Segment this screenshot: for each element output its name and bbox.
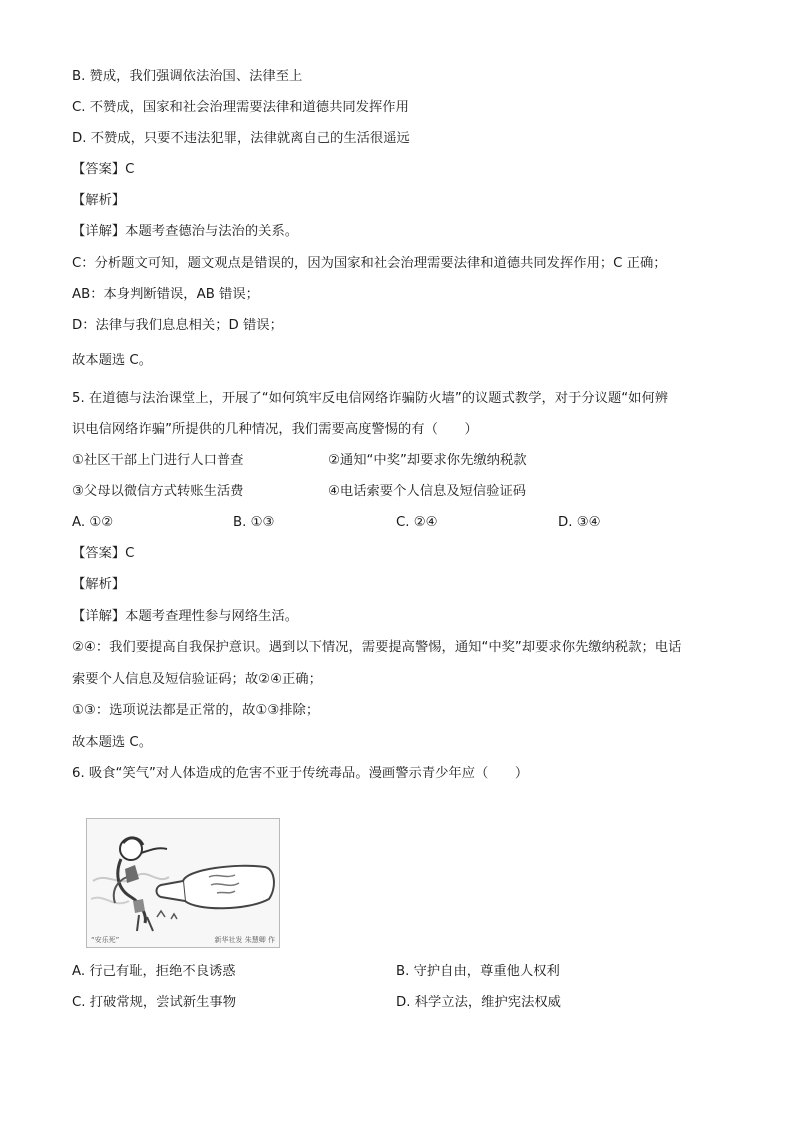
q5-option-c: C. ②④ — [396, 515, 438, 530]
q6-option-a: A. 行己有耻，拒绝不良诱惑 — [72, 964, 236, 979]
cartoon-caption-title: “安乐死” — [91, 936, 120, 944]
q5-detail: 【详解】本题考查理性参与网络生活。 — [72, 609, 299, 624]
q5-option-a: A. ①② — [72, 515, 114, 530]
q5-option-d: D. ③④ — [558, 515, 601, 530]
q5-item-1: ①社区干部上门进行人口普查 — [72, 453, 244, 468]
q4-conclusion: 故本题选 C。 — [72, 353, 152, 368]
q5-answer: 【答案】C — [72, 546, 135, 561]
q4-option-c: C. 不赞成，国家和社会治理需要法律和道德共同发挥作用 — [72, 100, 409, 115]
q5-explanation-line: ②④：我们要提高自我保护意识。遇到以下情况，需要提高警惕，通知“中奖”却要求你先缴纳税款；电话 — [72, 640, 682, 655]
q5-stem-line: 5. 在道德与法治课堂上，开展了“如何筑牢反电信网络诈骗防火墙”的议题式教学，对于分议题“如何辨 — [72, 391, 669, 406]
q5-analysis-heading: 【解析】 — [72, 577, 126, 592]
q4-option-b: B. 赞成，我们强调依法治国、法律至上 — [72, 69, 303, 84]
q5-item-3: ③父母以微信方式转账生活费 — [72, 484, 244, 499]
q5-item-2: ②通知“中奖”却要求你先缴纳税款 — [328, 453, 527, 468]
cartoon-illustration — [87, 819, 279, 947]
q4-explanation-line: AB：本身判断错误，AB 错误； — [72, 287, 259, 302]
q6-stem: 6. 吸食“笑气”对人体造成的危害不亚于传统毒品。漫画警示青少年应（ ） — [72, 766, 529, 781]
q4-detail: 【详解】本题考查德治与法治的关系。 — [72, 224, 299, 239]
q5-explanation-line: 索要个人信息及短信验证码；故②④正确； — [72, 672, 322, 687]
q4-analysis-heading: 【解析】 — [72, 193, 126, 208]
q6-option-c: C. 打破常规，尝试新生事物 — [72, 995, 237, 1010]
q4-explanation-line: D：法律与我们息息相关；D 错误； — [72, 318, 283, 333]
q5-conclusion: 故本题选 C。 — [72, 735, 152, 750]
q5-explanation-line: ①③：选项说法都是正常的，故①③排除； — [72, 703, 320, 718]
q5-option-b: B. ①③ — [233, 515, 275, 530]
q6-option-b: B. 守护自由，尊重他人权利 — [396, 964, 560, 979]
cartoon-caption-credit: 新华社发 朱慧卿 作 — [214, 936, 275, 944]
q4-explanation-line: C：分析题文可知，题文观点是错误的，因为国家和社会治理需要法律和道德共同发挥作用；C 正确； — [72, 256, 667, 271]
q6-option-d: D. 科学立法，维护宪法权威 — [396, 995, 561, 1010]
q5-stem-line: 识电信网络诈骗”所提供的几种情况，我们需要高度警惕的有（ ） — [72, 422, 478, 437]
q5-item-4: ④电话索要个人信息及短信验证码 — [328, 484, 527, 499]
q4-answer: 【答案】C — [72, 162, 135, 177]
q4-option-d: D. 不赞成，只要不违法犯罪，法律就离自己的生活很遥远 — [72, 131, 410, 146]
laughing-gas-cartoon — [86, 818, 280, 948]
